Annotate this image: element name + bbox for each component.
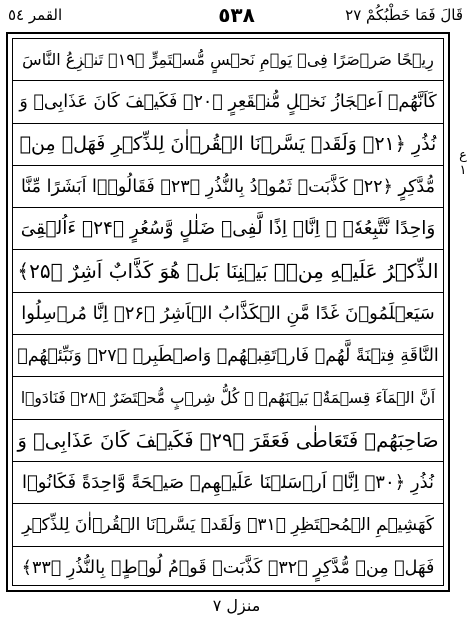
verse-line: وَاحِدًا نَّتَّبِعُهٗۤ ۙ اِنَّاۤ اِذًا لَّفِىۡ ضَلٰلٍ وَّسُعُرٍ ﴿۲۴﴾ ءَاُلۡقِىَ (13, 208, 443, 250)
juz-name: قَالَ فَمَا خَطْبُكُمْ ٢٧ (345, 6, 463, 24)
verse-line: صَاحِبَهُمۡ فَتَعَاطٰى فَعَقَرَ ﴿۲۹﴾ فَكَيۡفَ كَانَ عَذَابِىۡ وَ (13, 420, 443, 462)
verse-line: كَهَشِيۡمِ الۡمُحۡتَظِرِ ﴿۳۱﴾ وَلَقَدۡ يَسَّرۡنَا الۡقُرۡاٰنَ لِلذِّكۡرِ (13, 504, 443, 546)
verse-line: رِيۡحًا صَرۡصَرًا فِىۡ يَوۡمِ نَحۡسٍ مُّسۡتَمِرٍّ ﴿۱۹﴾ تَنۡزِعُ النَّاسَ (13, 39, 443, 81)
verse-line: نُذُرِ ﴿۲۱﴾ وَلَقَدۡ يَسَّرۡنَا الۡقُرۡاٰنَ لِلذِّكۡرِ فَهَلۡ مِنۡ (13, 124, 443, 166)
verse-line: الذِّكۡرُ عَلَيۡهِ مِنۡۢ بَيۡنِنَا بَلۡ هُوَ كَذَّابٌ اَشِرٌ ﴿۲۵﴾ (13, 251, 443, 293)
surah-name: القمر ٥٤ (8, 6, 63, 24)
page-number: ٥٣٨ (218, 3, 255, 27)
verse-line: نُذُرِ ﴿۳۰﴾ اِنَّاۤ اَرۡسَلۡنَا عَلَيۡهِمۡ صَيۡحَةً وَّاحِدَةً فَكَانُوۡا (13, 462, 443, 504)
verse-line: اَنَّ الۡمَآءَ قِسۡمَةٌۢ بَيۡنَهُمۡ ۚ كُلُّ شِرۡبٍ مُّحۡتَضَرٌ ﴿۲۸﴾ فَنَادَوۡا (13, 377, 443, 419)
ruku-marker: ع ۱ (459, 148, 467, 178)
verse-line: كَاَنَّهُمۡ اَعۡجَازُ نَخۡلٍ مُّنۡقَعِرٍ ﴿۲۰﴾ فَكَيۡفَ كَانَ عَذَابِىۡ وَ (13, 81, 443, 123)
manzil-label: منزل ۷ (212, 596, 261, 615)
verse-line: النَّاقَةِ فِتۡنَةً لَّهُمۡ فَارۡتَقِبۡهُمۡ وَاصۡطَبِرۡ ﴿۲۷﴾ وَنَبِّئۡهُمۡ (13, 335, 443, 377)
verse-line: سَيَعۡلَمُوۡنَ غَدًا مَّنِ الۡكَذَّابُ الۡاَشِرُ ﴿۲۶﴾ اِنَّا مُرۡسِلُوا (13, 293, 443, 335)
text-block (12, 38, 444, 586)
verse-line: مُّدَّكِرٍ ﴿۲۲﴾ كَذَّبَتۡ ثَمُوۡدُ بِالنُّذُرِ ﴿۲۳﴾ فَقَالُوۡۤا اَبَشَرًا مِّنَّا (13, 166, 443, 208)
text-frame (6, 32, 450, 592)
verse-line: فَهَلۡ مِنۡ مُّدَّكِرٍ ﴿۳۲﴾ كَذَّبَتۡ قَوۡمُ لُوۡطٍۢ بِالنُّذُرِ ﴿۳۳﴾ (21, 557, 435, 578)
